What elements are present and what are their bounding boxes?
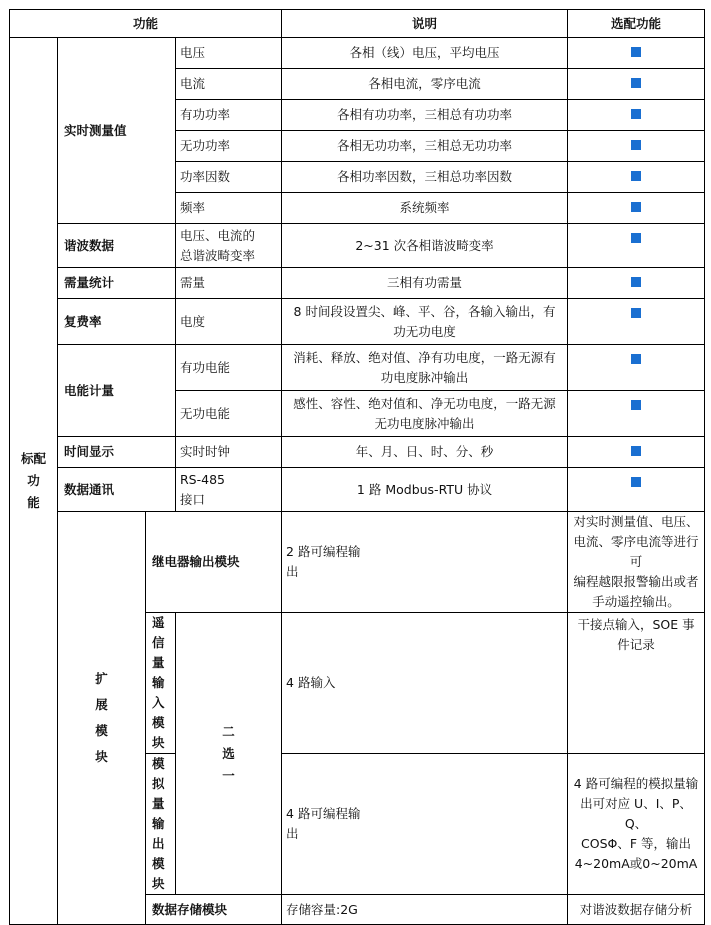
- desc-cell: 1 路 Modbus-RTU 协议: [282, 468, 568, 512]
- table-row: [10, 512, 705, 613]
- desc-cell: [282, 299, 568, 345]
- desc-line: 编程越限报警输出或者手动遥控输出。: [573, 574, 699, 609]
- desc-line: 对实时测量值、电压、电流、零序电流等进行可: [573, 514, 699, 569]
- item-cell: 无功电能: [176, 391, 282, 437]
- tariff-label: 复费率: [58, 299, 176, 345]
- item-line: 出: [286, 826, 299, 841]
- either-one-cell: [176, 613, 282, 895]
- time-label: 时间显示: [58, 437, 176, 468]
- item-line: 总谐波畸变率: [180, 247, 256, 263]
- category-text: 标配: [20, 451, 46, 466]
- option-cell: [568, 162, 705, 193]
- demand-label: 需量统计: [58, 268, 176, 299]
- option-cell: [568, 345, 705, 391]
- desc-line: 无功电度脉冲输出: [374, 415, 475, 431]
- table-row: [10, 468, 705, 512]
- blue-square-icon: [631, 400, 641, 410]
- table-row: [10, 38, 705, 69]
- item-line: 接口: [180, 491, 206, 507]
- function-table: [9, 9, 705, 925]
- harmonic-label: 谐波数据: [58, 224, 176, 268]
- blue-square-icon: [631, 277, 641, 287]
- comm-label: 数据通讯: [58, 468, 176, 512]
- table-row: [10, 345, 705, 391]
- desc-cell: [568, 754, 705, 895]
- item-cell: 有功电能: [176, 345, 282, 391]
- desc-cell: 对谐波数据存储分析: [568, 895, 705, 925]
- desc-cell: [282, 345, 568, 391]
- item-line: 出: [286, 564, 299, 579]
- table-row: [10, 299, 705, 345]
- either-text: 选: [222, 745, 235, 761]
- relay-label: 继电器输出模块: [146, 512, 282, 613]
- item-cell: 电度: [176, 299, 282, 345]
- label-line: 模拟量: [152, 756, 165, 811]
- item-cell: 功率因数: [176, 162, 282, 193]
- table-row: [10, 224, 705, 268]
- blue-square-icon: [631, 354, 641, 364]
- blue-square-icon: [631, 140, 641, 150]
- realtime-label: 实时测量值: [58, 38, 176, 224]
- desc-cell: 系统频率: [282, 193, 568, 224]
- desc-cell: 年、月、日、时、分、秒: [282, 437, 568, 468]
- desc-line: 8 时间段设置尖、峰、平、谷，各输入输出，有: [293, 303, 556, 319]
- standard-category-cell: [10, 38, 58, 925]
- option-cell: [568, 131, 705, 162]
- category-text: 模: [95, 723, 108, 738]
- blue-square-icon: [631, 171, 641, 181]
- category-text: 块: [95, 749, 108, 764]
- desc-cell: [568, 512, 705, 613]
- desc-cell: 2~31 次各相谐波畸变率: [282, 224, 568, 268]
- option-cell: [568, 391, 705, 437]
- option-cell: [568, 468, 705, 512]
- item-cell: [282, 754, 568, 895]
- option-cell: [568, 193, 705, 224]
- table-row: [10, 268, 705, 299]
- desc-line: 功电度脉冲输出: [380, 369, 469, 385]
- category-text: 能: [27, 495, 40, 510]
- analog-label: [146, 754, 176, 895]
- item-cell: 无功功率: [176, 131, 282, 162]
- option-cell: [568, 38, 705, 69]
- blue-square-icon: [631, 446, 641, 456]
- item-cell: [176, 468, 282, 512]
- either-text: 二: [222, 723, 235, 739]
- blue-square-icon: [631, 78, 641, 88]
- option-cell: [568, 299, 705, 345]
- desc-line: 感性、容性、绝对值和、净无功电度，一路无源: [293, 395, 556, 411]
- item-cell: [176, 224, 282, 268]
- desc-cell: 各相电流，零序电流: [282, 69, 568, 100]
- desc-line: 消耗、释放、绝对值、净有功电度，一路无源有: [293, 349, 556, 365]
- item-line: 2 路可编程输: [286, 544, 361, 559]
- table-header-row: [10, 10, 705, 38]
- desc-line: 4 路可编程的模拟量输出可对应 U、I、P、Q、: [573, 776, 699, 831]
- item-line: 电压、电流的: [180, 227, 256, 243]
- desc-cell: 各相无功功率，三相总无功功率: [282, 131, 568, 162]
- blue-square-icon: [631, 477, 641, 487]
- blue-square-icon: [631, 202, 641, 212]
- item-line: 4 路可编程输: [286, 806, 361, 821]
- extension-category-cell: [58, 512, 146, 925]
- option-cell: [568, 69, 705, 100]
- item-cell: 频率: [176, 193, 282, 224]
- item-cell: 电流: [176, 69, 282, 100]
- label-line: 输入模块: [152, 675, 165, 750]
- blue-square-icon: [631, 47, 641, 57]
- item-cell: 实时时钟: [176, 437, 282, 468]
- desc-cell: 各相功率因数，三相总功率因数: [282, 162, 568, 193]
- desc-line: COSΦ、F 等，输出4~20mA或0~20mA: [574, 836, 698, 871]
- desc-cell: [282, 391, 568, 437]
- table-row: [10, 437, 705, 468]
- desc-line: 功无功电度: [393, 323, 456, 339]
- category-text: 功: [27, 473, 40, 488]
- blue-square-icon: [631, 308, 641, 318]
- option-cell: [568, 437, 705, 468]
- desc-cell: 各相（线）电压，平均电压: [282, 38, 568, 69]
- desc-cell: 干接点输入，SOE 事件记录: [568, 613, 705, 754]
- storage-label: 数据存储模块: [146, 895, 282, 925]
- option-cell: [568, 224, 705, 268]
- function-table-wrapper: [9, 9, 705, 925]
- item-cell: 存储容量:2G: [282, 895, 568, 925]
- category-text: 扩: [95, 671, 108, 686]
- label-line: 遥信量: [152, 615, 165, 670]
- header-option: 选配功能: [568, 10, 705, 38]
- blue-square-icon: [631, 109, 641, 119]
- energy-label: 电能计量: [58, 345, 176, 437]
- item-cell: 电压: [176, 38, 282, 69]
- desc-cell: 三相有功需量: [282, 268, 568, 299]
- blue-square-icon: [631, 233, 641, 243]
- desc-cell: 各相有功功率，三相总有功功率: [282, 100, 568, 131]
- category-text: 展: [95, 697, 108, 712]
- either-text: 一: [222, 767, 235, 783]
- item-cell: 4 路输入: [282, 613, 568, 754]
- header-description: 说明: [282, 10, 568, 38]
- header-function: 功能: [10, 10, 282, 38]
- signal-label: [146, 613, 176, 754]
- label-line: 输出模块: [152, 816, 165, 891]
- item-cell: [282, 512, 568, 613]
- item-cell: 需量: [176, 268, 282, 299]
- item-line: RS-485: [180, 471, 225, 487]
- option-cell: [568, 268, 705, 299]
- option-cell: [568, 100, 705, 131]
- item-cell: 有功功率: [176, 100, 282, 131]
